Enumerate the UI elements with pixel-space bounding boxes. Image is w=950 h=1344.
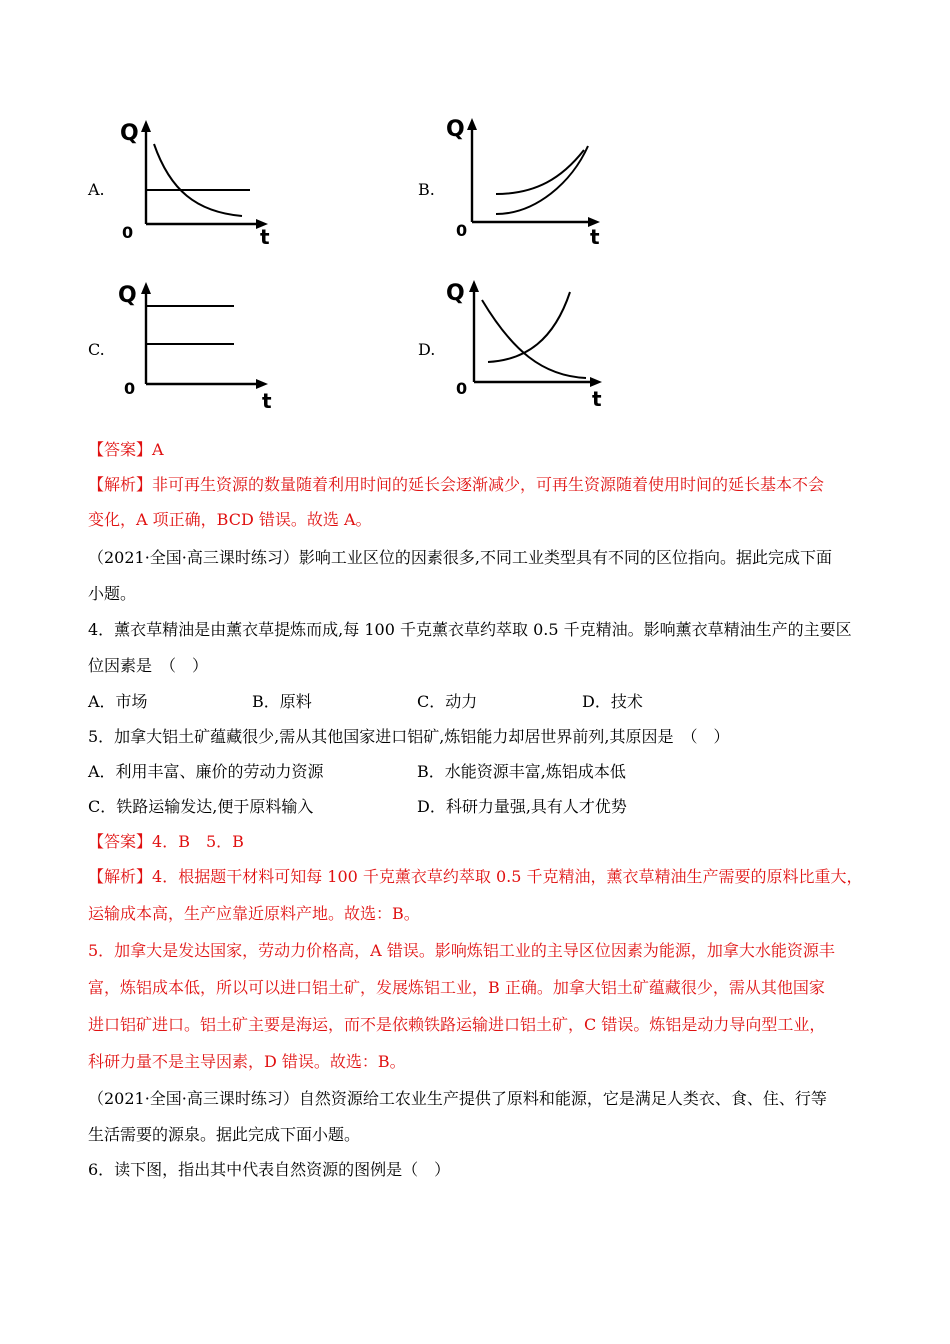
- analysis-tag: 【解析】: [88, 475, 153, 494]
- q6-stem: 6．读下图，指出其中代表自然资源的图例是（ ）: [88, 1160, 451, 1179]
- y-axis-label: Q: [446, 281, 465, 306]
- y-axis-label: Q: [118, 283, 137, 308]
- analysis-q4-5-line2: 运输成本高，生产应靠近原料产地。故选：B。: [88, 904, 420, 923]
- graph-option-d: [446, 276, 610, 412]
- q4-option-c: C．动力: [417, 692, 478, 711]
- q5-option-c: C．铁路运输发达,便于原料输入: [88, 797, 314, 816]
- q4-option-a: A．市场: [88, 692, 148, 711]
- analysis-q4-5-line5: 进口铝矿进口。铝土矿主要是海运，而不是依赖铁路运输进口铝土矿，C 错误。炼铝是动力导向型工业，: [88, 1015, 826, 1034]
- option-a-label: A.: [88, 180, 105, 199]
- q4-option-d: D．技术: [582, 692, 643, 711]
- origin-label: 0: [456, 221, 468, 240]
- intro2-line2: 生活需要的源泉。据此完成下面小题。: [88, 1125, 361, 1144]
- answer-text: A: [152, 440, 164, 459]
- origin-label: 0: [122, 223, 134, 242]
- q5-option-d: D．科研力量强,具有人才优势: [417, 797, 627, 816]
- analysis-q3-line2: 变化，A 项正确，BCD 错误。故选 A。: [88, 510, 372, 529]
- answer-tag: 【答案】: [88, 440, 153, 459]
- intro1-line1: （2021·全国·高三课时练习）影响工业区位的因素很多,不同工业类型具有不同的区位指向。据此完成下面: [88, 548, 832, 567]
- origin-label: 0: [124, 379, 136, 398]
- option-c-label: C.: [88, 340, 105, 359]
- analysis-q4-5-line6: 科研力量不是主导因素，D 错误。故选：B。: [88, 1052, 406, 1071]
- answer-tag: 【答案】: [88, 832, 153, 851]
- q5-option-b: B．水能资源丰富,炼铝成本低: [417, 762, 626, 781]
- answer-q3: [88, 437, 164, 460]
- x-axis-label: t: [590, 225, 600, 248]
- analysis-q3-line1: [88, 472, 824, 495]
- q4-stem-line1: 4．薰衣草精油是由薰衣草提炼而成,每 100 千克薰衣草约萃取 0.5 千克精油。影响薰衣草精油生产的主要区: [88, 620, 852, 639]
- intro1-line2: 小题。: [88, 584, 137, 603]
- answer-q4-5: [88, 829, 244, 852]
- option-b-label: B.: [418, 180, 435, 199]
- q5-stem: 5．加拿大铝土矿蕴藏很少,需从其他国家进口铝矿,炼铝能力却居世界前列,其原因是 （ ）: [88, 727, 730, 746]
- graph-option-a: [118, 112, 278, 248]
- q4-stem-line2: 位因素是 （ ）: [88, 656, 209, 675]
- q4-option-b: B．原料: [252, 692, 312, 711]
- x-axis-label: t: [262, 389, 272, 412]
- y-axis-label: Q: [446, 117, 465, 142]
- graph-option-c: [118, 276, 278, 412]
- analysis-text: 非可再生资源的数量随着利用时间的延长会逐渐减少，可再生资源随着使用时间的延长基本不会: [152, 475, 825, 494]
- graph-option-b: [444, 112, 608, 248]
- y-axis-label: Q: [120, 121, 139, 146]
- analysis-q4-5-line1: [88, 864, 863, 887]
- analysis-q4-5-line4: 富，炼铝成本低，所以可以进口铝土矿，发展炼铝工业，B 正确。加拿大铝土矿蕴藏很少，需从其他国家: [88, 978, 825, 997]
- analysis-text: 4．根据题干材料可知每 100 千克薰衣草约萃取 0.5 千克精油，薰衣草精油生产需要的原料比重大，: [152, 867, 863, 886]
- origin-label: 0: [456, 379, 468, 398]
- option-d-label: D.: [418, 340, 436, 359]
- answer-text: 4．B 5．B: [152, 832, 244, 851]
- intro2-line1: （2021·全国·高三课时练习）自然资源给工农业生产提供了原料和能源，它是满足人类衣、食、住、行等: [88, 1089, 827, 1108]
- x-axis-label: t: [260, 225, 270, 248]
- q5-option-a: A．利用丰富、廉价的劳动力资源: [88, 762, 324, 781]
- analysis-tag: 【解析】: [88, 867, 153, 886]
- x-axis-label: t: [592, 387, 602, 411]
- analysis-q4-5-line3: 5．加拿大是发达国家，劳动力价格高，A 错误。影响炼铝工业的主导区位因素为能源，加拿大水能资源丰: [88, 941, 835, 960]
